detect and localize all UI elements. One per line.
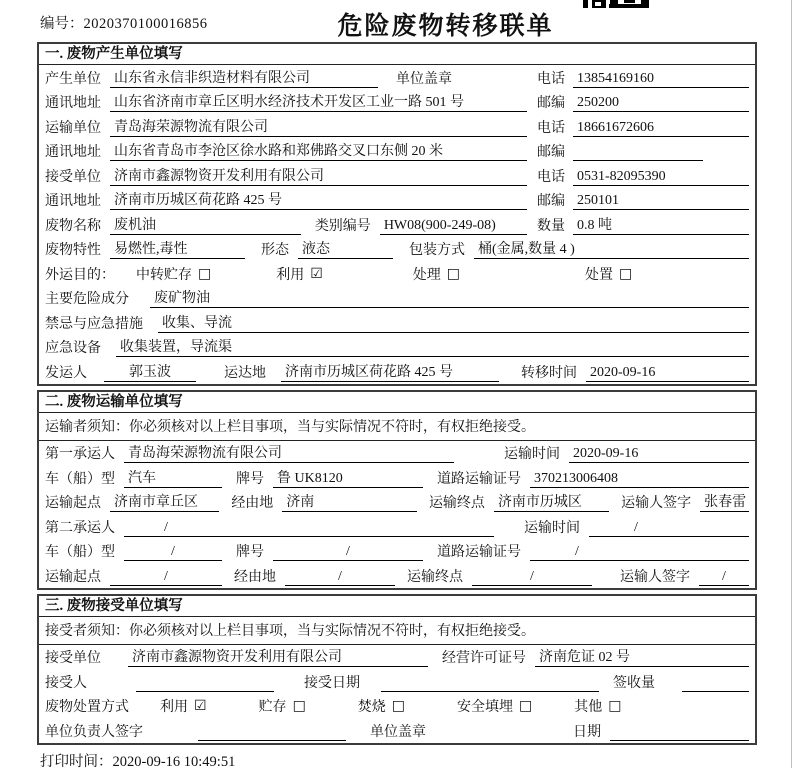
- serial-value: 2020370100016856: [83, 16, 208, 32]
- traits-label: 废物特性: [45, 243, 101, 258]
- transfer-time-value: 2020-09-16: [586, 365, 749, 382]
- zip-value: 250101: [573, 193, 749, 210]
- zip-label: 邮编: [537, 145, 565, 160]
- row-receiver-address: [39, 188, 755, 213]
- section3-header: 三. 废物接受单位填写: [39, 596, 755, 617]
- shipper-value: 郭玉波: [104, 361, 196, 382]
- waste-name-value: 废机油: [110, 214, 301, 235]
- purpose-option-transfer-storage: [136, 264, 211, 284]
- phone-label: 电话: [537, 169, 565, 185]
- row-waste-traits: [39, 237, 755, 262]
- address-label: 通讯地址: [45, 194, 101, 209]
- checkbox-checked-icon: ☑: [310, 265, 323, 282]
- main-hazard-value: 废矿物油: [150, 287, 749, 308]
- checkbox-unchecked-icon: □: [292, 698, 306, 714]
- address-value: 山东省青岛市李沧区徐水路和郑佛路交叉口东侧 20 米: [110, 140, 527, 161]
- destination-label: 运达地: [224, 365, 266, 381]
- date-label: 日期: [573, 724, 601, 740]
- vehicle-type-label: 车（船）型: [45, 471, 115, 487]
- option-label: 处理: [412, 267, 441, 283]
- plate-number-value: 鲁 UK8120: [273, 467, 423, 488]
- row-first-carrier: [39, 441, 755, 466]
- row-vehicle-2: [39, 539, 755, 564]
- phone-value: 13854169160: [573, 71, 749, 88]
- address-label: 通讯地址: [45, 96, 101, 111]
- disposal-method-label: 废物处置方式: [45, 700, 129, 715]
- road-permit-value: /: [530, 544, 749, 561]
- first-carrier-label: 第一承运人: [45, 447, 115, 462]
- row-transporter: [39, 114, 755, 139]
- option-label: 安全填埋: [457, 700, 514, 715]
- transport-time-value: 2020-09-16: [569, 446, 749, 463]
- address-value: 济南市历城区荷花路 425 号: [110, 189, 527, 210]
- accepting-unit-label: 接受单位: [45, 651, 101, 666]
- origin-label: 运输起点: [45, 569, 101, 585]
- packaging-label: 包装方式: [409, 243, 465, 258]
- form-state-value: 液态: [298, 238, 393, 259]
- print-time-value: 2020-09-16 10:49:51: [112, 753, 236, 768]
- zip-label: 邮编: [537, 194, 565, 209]
- transporter-value: 青岛海荣源物流有限公司: [110, 116, 527, 137]
- road-permit-label: 道路运输证号: [437, 471, 521, 487]
- option-label: 处置: [585, 267, 614, 283]
- taboo-measures-label: 禁忌与应急措施: [45, 316, 143, 332]
- transporter-notice: 运输者须知：你必须核对以上栏目事项，当与实际情况不符时，有权拒绝接受。: [39, 413, 755, 441]
- vehicle-type-label: 车（船）型: [45, 545, 115, 560]
- recipient-value-blank: [136, 675, 274, 692]
- row-transporter-address: [39, 139, 755, 164]
- row-taboo-measures: [39, 310, 755, 335]
- row-waste-name: [39, 212, 755, 237]
- row-producer: [39, 65, 755, 90]
- category-label: 类别编号: [314, 218, 371, 234]
- row-second-carrier: [39, 514, 755, 539]
- phone-value: 18661672606: [573, 120, 749, 137]
- carrier-signature-value: /: [699, 569, 749, 586]
- option-label: 利用: [160, 700, 188, 715]
- terminus-label: 运输终点: [407, 569, 463, 585]
- main-hazard-label: 主要危险成分: [45, 292, 129, 307]
- section2-header: 二. 废物运输单位填写: [39, 392, 755, 413]
- quantity-value: 0.8 吨: [573, 214, 749, 235]
- form-state-label: 形态: [261, 243, 289, 258]
- disposal-option-storage: [259, 696, 306, 716]
- unit-seal-label: 单位盖章: [396, 71, 452, 87]
- producer-label: 产生单位: [45, 71, 101, 87]
- section-producer: [37, 42, 757, 386]
- transport-time-label: 运输时间: [504, 447, 560, 462]
- option-label: 利用: [276, 267, 305, 283]
- emergency-equipment-value: 收集装置，导流渠: [116, 336, 749, 357]
- row-emergency-equipment: [39, 335, 755, 360]
- producer-value: 山东省永信非织造材料有限公司: [110, 67, 378, 88]
- option-label: 焚烧: [357, 700, 386, 715]
- vehicle-type-value: 汽车: [124, 467, 222, 488]
- packaging-value: 桶(金属,数量 4 ): [474, 238, 749, 259]
- accept-date-label: 接受日期: [304, 675, 360, 691]
- phone-label: 电话: [537, 71, 565, 87]
- print-time-line: [37, 750, 757, 768]
- section1-header: 一. 废物产生单位填写: [39, 44, 755, 65]
- first-carrier-value: 青岛海荣源物流有限公司: [124, 442, 454, 463]
- receiver-value: 济南市鑫源物资开发利用有限公司: [110, 165, 527, 186]
- serial-label: 编号：: [40, 16, 84, 32]
- purpose-label: 外运目的：: [45, 267, 115, 283]
- phone-value: 0531-82095390: [573, 169, 749, 186]
- phone-label: 电话: [537, 120, 565, 136]
- row-producer-address: [39, 90, 755, 115]
- row-shipper: [39, 359, 755, 384]
- checkbox-checked-icon: ☑: [194, 698, 207, 714]
- terminus-value: /: [472, 569, 592, 586]
- row-recipient: [39, 669, 755, 694]
- purpose-option-use: [276, 264, 323, 284]
- receiver-notice: 接受者须知：你必须核对以上栏目事项，当与实际情况不符时，有权拒绝接受。: [39, 617, 755, 645]
- row-receiver: [39, 163, 755, 188]
- disposal-option-other: [574, 696, 621, 716]
- checkbox-unchecked-icon: □: [519, 698, 533, 714]
- plate-number-label: 牌号: [236, 471, 264, 487]
- disposal-option-incineration: [358, 696, 405, 716]
- license-number-label: 经营许可证号: [442, 651, 526, 666]
- transport-time-label: 运输时间: [524, 520, 580, 536]
- emergency-equipment-label: 应急设备: [45, 341, 101, 356]
- received-amount-value-blank: [682, 675, 749, 692]
- purpose-option-disposal: [585, 264, 632, 284]
- via-value: /: [285, 569, 395, 586]
- category-value: HW08(900-249-08): [380, 218, 527, 235]
- checkbox-unchecked-icon: □: [608, 698, 622, 714]
- purpose-option-treatment: [413, 264, 460, 284]
- received-amount-label: 签收量: [613, 675, 655, 691]
- date-value-blank: [610, 724, 749, 741]
- row-main-hazard: [39, 286, 755, 311]
- page-title: 危险废物转移联单: [337, 13, 554, 40]
- checkbox-unchecked-icon: □: [391, 698, 406, 714]
- accepting-unit-value: 济南市鑫源物资开发利用有限公司: [128, 646, 428, 667]
- vehicle-type-value: /: [124, 544, 222, 561]
- quantity-label: 数量: [537, 218, 565, 234]
- responsible-signature-label: 单位负责人签字: [45, 724, 143, 740]
- plate-number-value: /: [273, 544, 423, 561]
- second-carrier-value: /: [124, 520, 494, 537]
- option-label: 贮存: [258, 700, 287, 715]
- page-right-edge-line: [791, 0, 792, 768]
- transporter-label: 运输单位: [45, 120, 101, 136]
- address-value: 山东省济南市章丘区明水经济技术开发区工业一路 501 号: [110, 91, 527, 112]
- plate-number-label: 牌号: [236, 545, 264, 560]
- row-accepting-unit: [39, 645, 755, 670]
- print-time-label: 打印时间：: [40, 753, 113, 768]
- form-body: [37, 42, 757, 768]
- responsible-signature-blank: [198, 724, 346, 741]
- shipper-label: 发运人: [45, 365, 87, 381]
- receiver-label: 接受单位: [45, 169, 101, 185]
- option-label: 中转贮存: [136, 267, 192, 283]
- accept-date-value-blank: [381, 675, 599, 692]
- disposal-option-use: [160, 696, 207, 716]
- section-receiver: [37, 594, 757, 745]
- option-label: 其他: [574, 700, 603, 715]
- transport-time-value: /: [589, 520, 749, 537]
- zip-label: 邮编: [537, 96, 565, 111]
- terminus-label: 运输终点: [428, 496, 485, 511]
- row-vehicle: [39, 465, 755, 490]
- disposal-option-landfill: [457, 696, 532, 716]
- checkbox-unchecked-icon: □: [198, 265, 212, 282]
- via-label: 经由地: [231, 496, 274, 511]
- road-permit-label: 道路运输证号: [437, 545, 521, 560]
- carrier-signature-label: 运输人签字: [621, 496, 692, 511]
- taboo-measures-value: 收集、导流: [158, 312, 749, 333]
- via-label: 经由地: [234, 569, 276, 585]
- row-route: [39, 490, 755, 515]
- terminus-value: 济南市历城区: [494, 491, 609, 512]
- address-label: 通讯地址: [45, 145, 101, 160]
- origin-value: 济南市章丘区: [110, 491, 219, 512]
- zip-value: 250200: [573, 95, 749, 112]
- qr-code-fragment: [583, 0, 651, 10]
- traits-value: 易燃性,毒性: [110, 238, 245, 259]
- road-permit-value: 370213006408: [530, 471, 749, 488]
- via-value: 济南: [282, 491, 417, 512]
- row-route-2: [39, 563, 755, 588]
- row-transport-purpose: [39, 261, 755, 286]
- zip-value-blank: [573, 144, 703, 161]
- section-transporter: [37, 390, 757, 590]
- waste-name-label: 废物名称: [45, 218, 101, 234]
- recipient-label: 接受人: [45, 675, 87, 691]
- license-number-value: 济南危证 02 号: [535, 646, 749, 667]
- row-responsible-signature: [39, 718, 755, 743]
- row-disposal-method: [39, 694, 755, 719]
- checkbox-unchecked-icon: □: [446, 265, 461, 282]
- carrier-signature-value: 张春雷: [700, 491, 749, 512]
- origin-label: 运输起点: [45, 496, 101, 511]
- destination-value: 济南市历城区荷花路 425 号: [281, 361, 499, 382]
- origin-value: /: [110, 569, 222, 586]
- carrier-signature-label: 运输人签字: [620, 569, 690, 585]
- second-carrier-label: 第二承运人: [45, 520, 115, 536]
- unit-seal-label: 单位盖章: [370, 724, 426, 740]
- checkbox-unchecked-icon: □: [619, 265, 633, 282]
- transfer-time-label: 转移时间: [521, 365, 577, 381]
